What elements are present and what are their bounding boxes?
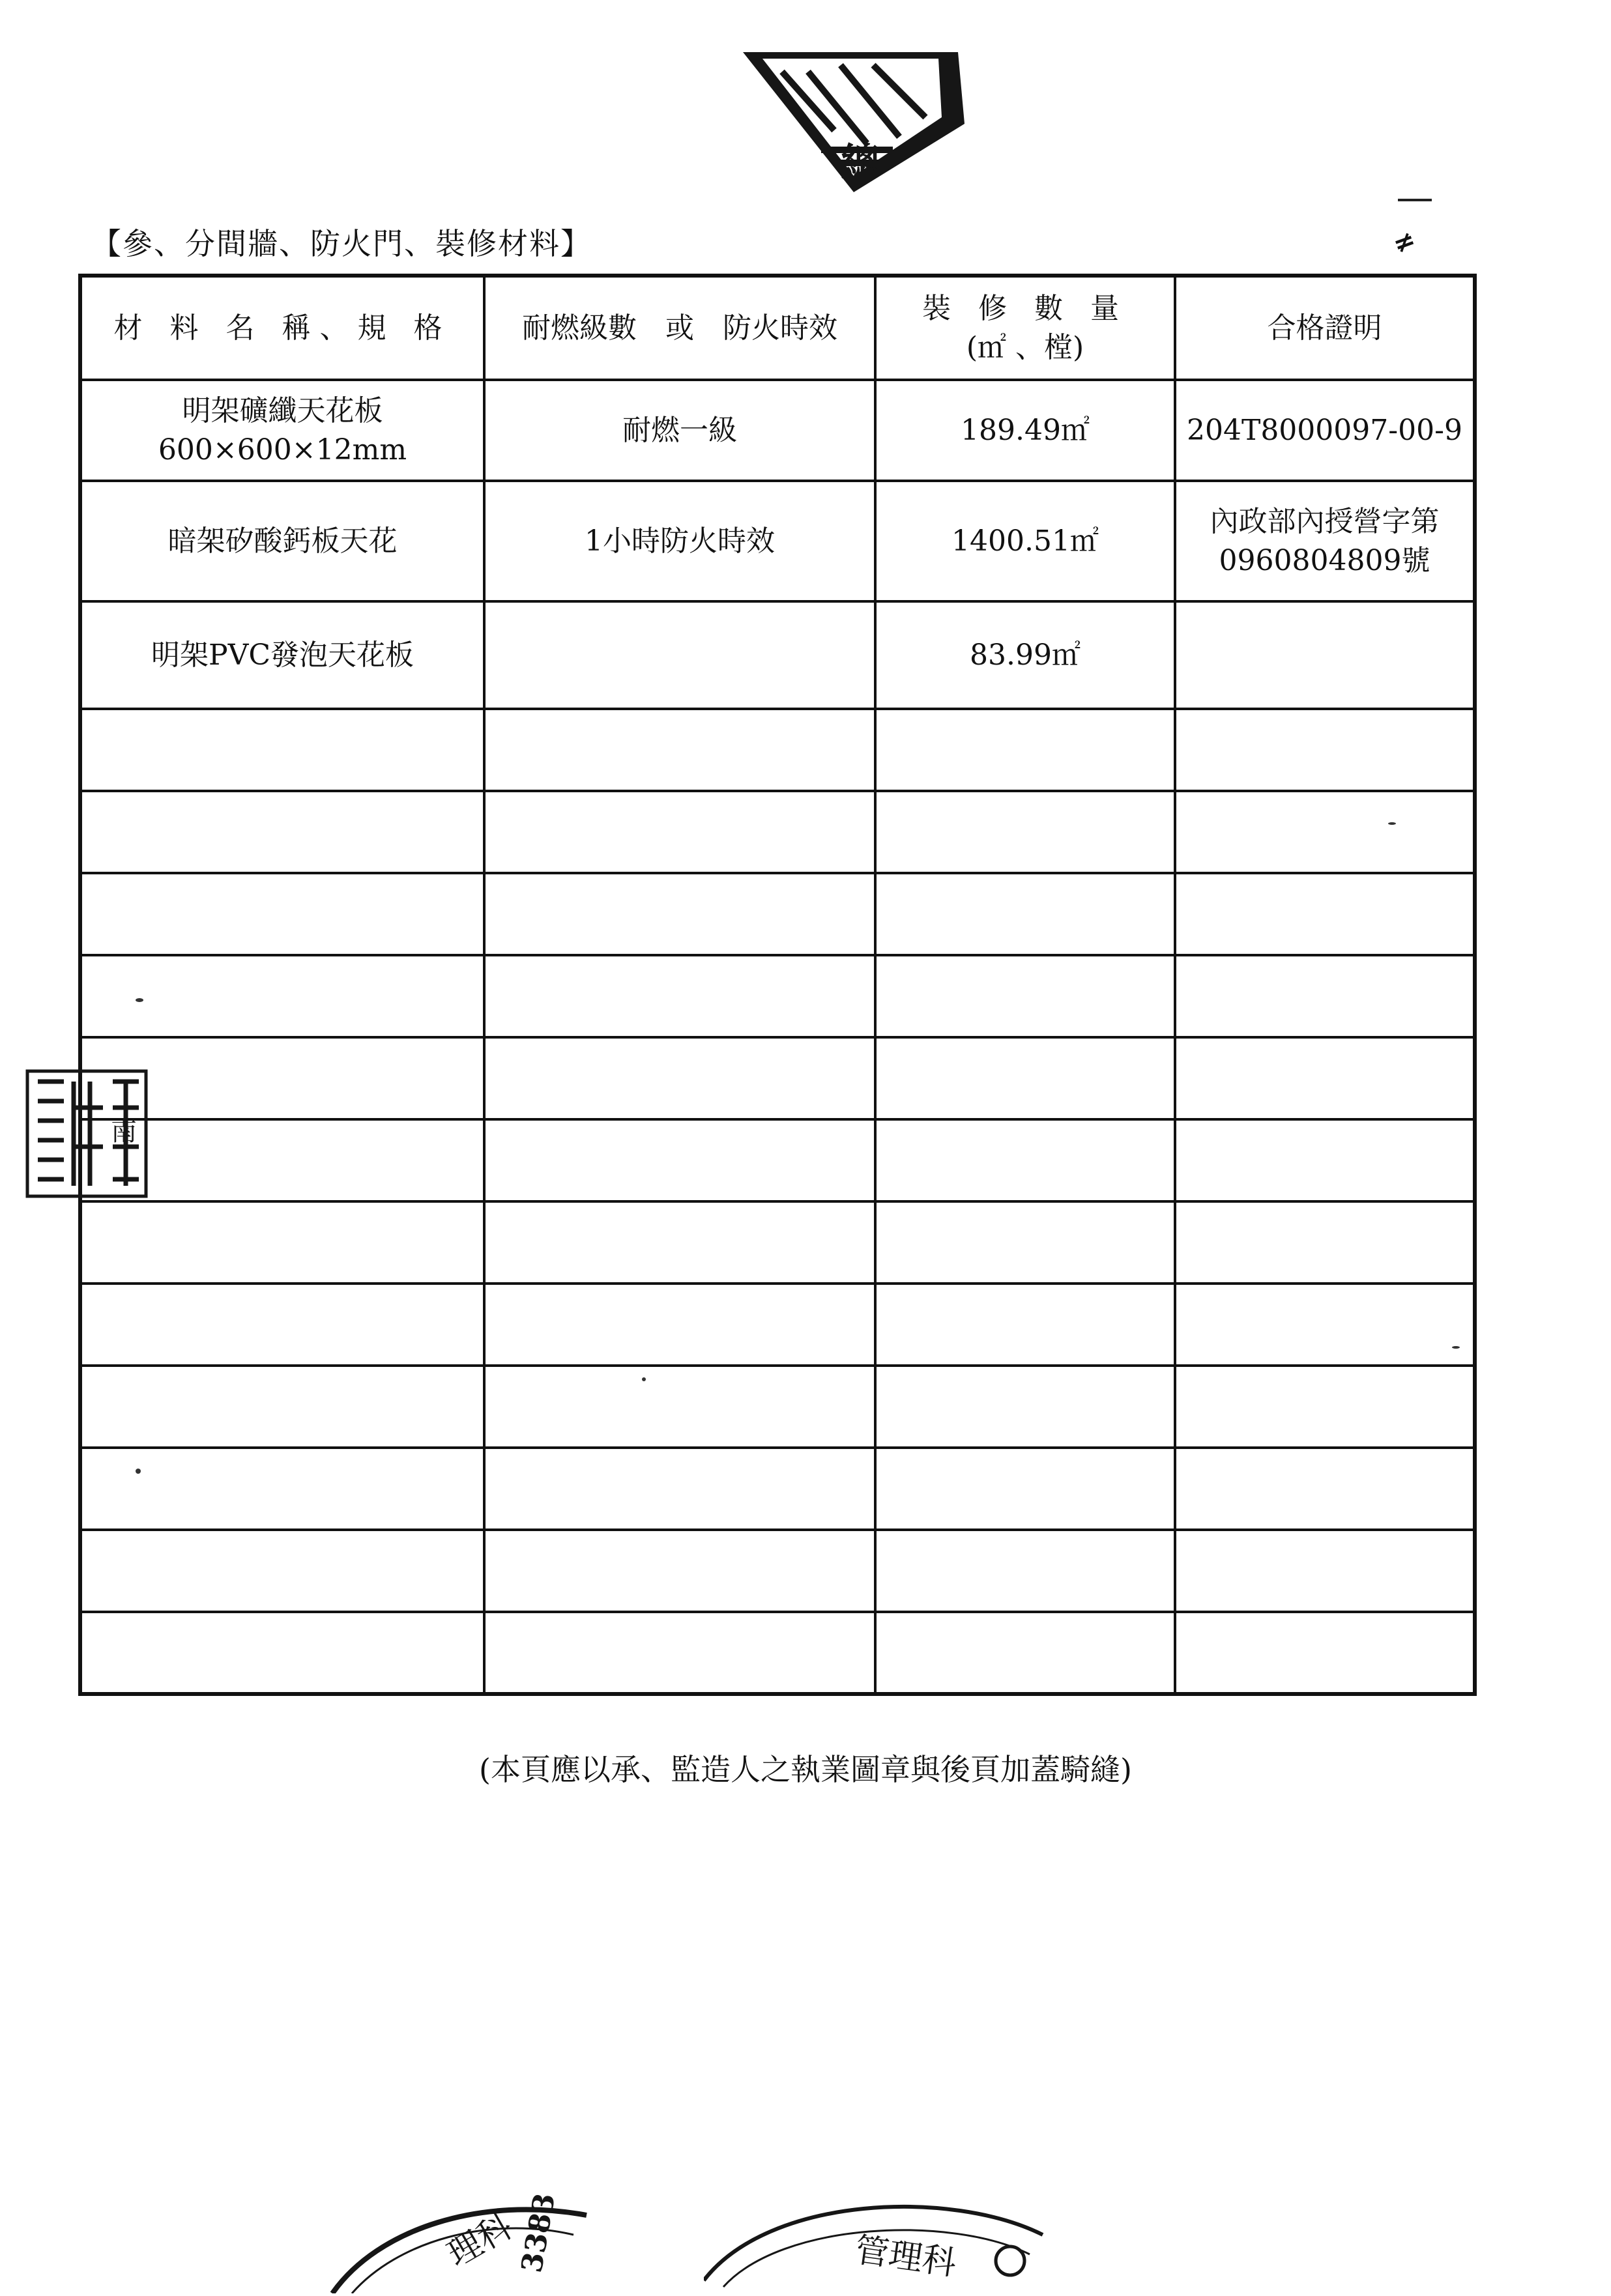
table-header [80,276,1475,380]
empty-cell [1175,955,1475,1037]
empty-table-row [80,955,1475,1037]
empty-cell [1175,1201,1475,1284]
certificate-cell: 內政部內授營字第0960804809號 [1175,481,1475,601]
fire-rating-cell [484,601,875,709]
empty-cell [80,709,484,791]
speck [642,1377,646,1381]
empty-cell [1175,791,1475,873]
empty-cell [484,1612,875,1694]
empty-cell [875,1119,1175,1201]
blank-rows [80,709,1475,1694]
empty-cell [875,1037,1175,1119]
empty-cell [875,1448,1175,1530]
empty-cell [80,1530,484,1612]
empty-cell [80,1201,484,1284]
col-certificate: 合格證明 [1175,276,1475,380]
footer-note: (本頁應以承、監造人之執業圖章與後頁加蓋騎縫) [479,1752,1132,1787]
material-name-cell: 暗架矽酸鈣板天花 [80,481,484,601]
empty-table-row [80,1366,1475,1448]
quantity-cell: 83.99㎡ [875,601,1175,709]
fire-rating-cell: 1小時防火時效 [484,481,875,601]
empty-cell [80,873,484,955]
empty-table-row [80,1119,1475,1201]
empty-cell [875,709,1175,791]
empty-cell [875,873,1175,955]
empty-cell [875,1284,1175,1366]
empty-cell [484,1119,875,1201]
quantity-cell: 1400.51㎡ [875,481,1175,601]
speck [136,1469,141,1474]
speck [1452,1346,1460,1349]
fire-rating-cell: 耐燃一級 [484,380,875,481]
empty-cell [484,873,875,955]
empty-cell [484,1284,875,1366]
table-row [80,601,1475,709]
empty-cell [875,1366,1175,1448]
empty-cell [875,1612,1175,1694]
empty-cell [1175,1612,1475,1694]
empty-cell [484,1201,875,1284]
empty-cell [875,791,1175,873]
top-seal [743,52,965,198]
empty-cell [875,1201,1175,1284]
empty-cell [484,709,875,791]
empty-cell [80,1612,484,1694]
empty-table-row [80,1530,1475,1612]
speck [136,998,143,1002]
empty-cell [80,955,484,1037]
empty-cell [80,1448,484,1530]
empty-cell [80,1284,484,1366]
empty-cell [1175,1037,1475,1119]
material-name-cell: 明架PVC發泡天花板 [80,601,484,709]
certificate-cell: 204T8000097-00-9 [1175,380,1475,481]
corner-mark: ≠ [1388,223,1420,261]
quantity-unit-note: (㎡ 、樘) [966,330,1084,364]
empty-table-row [80,1201,1475,1284]
empty-cell [1175,1119,1475,1201]
empty-cell [80,1366,484,1448]
col-quantity: 裝 修 數 量 (㎡ 、樘) [875,276,1175,380]
empty-table-row [80,791,1475,873]
empty-cell [1175,1448,1475,1530]
svg-text:總: 總 [841,140,880,186]
speck [1388,822,1396,825]
empty-table-row [80,873,1475,955]
col-material-name: 材 料 名 稱、規 格 [80,276,484,380]
empty-cell [1175,1530,1475,1612]
empty-cell [484,1037,875,1119]
materials-table [78,274,1477,1696]
empty-cell [484,1366,875,1448]
section-title: 【參、分間牆、防火門、裝修材料】 [91,226,592,261]
svg-text:理科: 理科 [441,2207,519,2275]
quantity-cell: 189.49㎡ [875,380,1175,481]
empty-table-row [80,1612,1475,1694]
table-row [80,380,1475,481]
empty-table-row [80,1284,1475,1366]
empty-cell [875,955,1175,1037]
bottom-left-seal [326,2189,600,2296]
empty-cell [1175,1366,1475,1448]
empty-table-row [80,1037,1475,1119]
svg-text:管理科: 管理科 [852,2230,959,2284]
empty-cell [875,1530,1175,1612]
svg-text:南: 南 [111,1117,137,1147]
empty-cell [484,791,875,873]
empty-cell [1175,1284,1475,1366]
empty-table-row [80,1448,1475,1530]
svg-text:3383: 3383 [515,2190,562,2275]
empty-cell [1175,873,1475,955]
empty-cell [1175,709,1475,791]
edge-dash [1398,199,1432,201]
material-name-cell: 明架礦纖天花板 600×600×12mm [80,380,484,481]
empty-table-row [80,709,1475,791]
bottom-right-seal [704,2189,1056,2296]
certificate-cell [1175,601,1475,709]
empty-cell [484,1530,875,1612]
table-row [80,481,1475,601]
empty-cell [80,791,484,873]
empty-cell [484,955,875,1037]
empty-cell [484,1448,875,1530]
side-seal [25,1069,149,1201]
col-fire-rating: 耐燃級數 或 防火時效 [484,276,875,380]
